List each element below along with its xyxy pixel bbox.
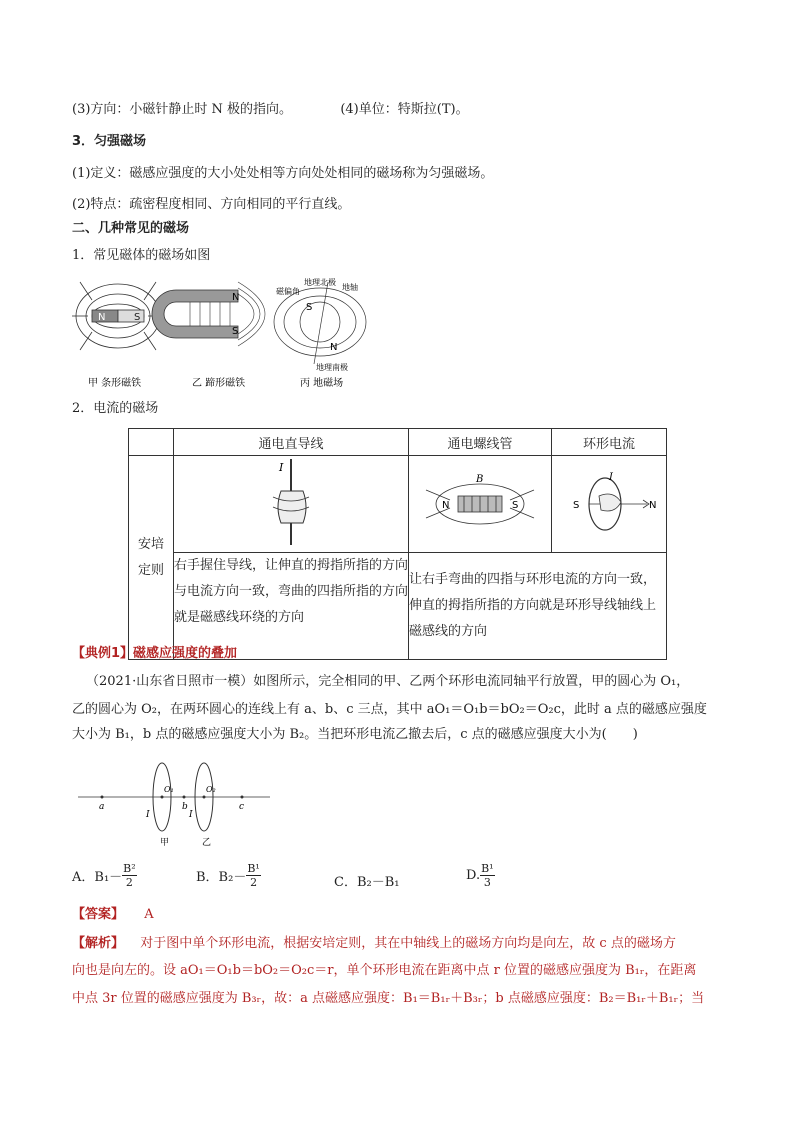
section-common-fields-heading: 二、几种常见的磁场 [72,221,190,236]
header-straight-wire: 通电直导线 [174,429,409,456]
loop-n-label: N [649,500,657,511]
option-d-numerator: B¹ [481,862,494,875]
example-text-3: 大小为 B₁，b 点的磁感应强度大小为 B₂。当把环形电流乙撤去后，c 点的磁感应强度大小为( ) [72,727,638,742]
example-title: 【典例1】磁感应强度的叠加 [72,646,238,661]
option-b-denominator: 2 [250,876,258,889]
straight-wire-desc: 右手握住导线，让伸直的拇指所指的方向与电流方向一致，弯曲的四指所指的方向就是磁感线环绕的方向 [174,553,409,660]
option-b-numerator: B¹ [247,862,260,875]
common-magnets-intro: 1．常见磁体的磁场如图 [72,248,211,263]
uniform-field-feature: (2)特点：疏密程度相同、方向相同的平行直线。 [72,197,351,212]
loop-yi-current-label: I [189,810,193,820]
row-label-line1: 安培 [137,536,164,552]
bar-s-label: S [134,312,141,323]
option-c[interactable]: C．B₂－B₁ [334,875,400,890]
wire-i-label: I [279,461,284,474]
option-b-prefix: B．B₂－ [196,870,247,885]
earth-geo-north-label: 地理北极 [304,278,336,287]
earth-n-label: N [330,342,338,353]
uniform-field-definition: (1)定义：磁感应强度的大小处处相等方向处处相同的磁场称为匀强磁场。 [72,166,494,181]
answer-line [72,906,154,924]
straight-wire-cell [174,456,409,553]
analysis-text-3: 中点 3r 位置的磁感应强度为 B₃ᵣ，故：a 点磁感应强度：B₁＝B₁ᵣ＋B₃ᵣ；b 点磁感应强度：B₂＝B₁ᵣ＋B₁ᵣ；当 [72,991,705,1006]
example-text-1: （2021·山东省日照市一模）如图所示，完全相同的甲、乙两个环形电流同轴平行放置，甲的圆心为 O₁， [86,674,690,689]
option-d-denominator: 3 [483,876,491,889]
option-a[interactable] [72,862,137,889]
option-a-prefix: A．B₁－ [72,870,123,885]
direction-text: (3)方向：小磁针静止时 N 极的指向。 [72,102,293,117]
ampere-rule-table [128,428,667,660]
bar-n-label: N [98,312,106,323]
earth-s-label: S [306,302,313,313]
direction-line [72,101,469,119]
point-b-label: b [182,802,188,812]
point-o2-label: O₂ [206,785,216,794]
option-d-prefix: D. [466,868,481,883]
option-a-numerator: B² [123,862,136,875]
earth-caption: 丙 地磁场 [300,378,344,389]
analysis-line-1 [72,935,676,953]
point-c-label: c [239,802,245,812]
earth-axis-label: 地轴 [342,283,358,292]
magnet-fields-figure [70,272,370,392]
analysis-label: 【解析】 [72,936,125,951]
horseshoe-s-label: S [232,326,239,337]
bar-magnet-caption: 甲 条形磁铁 [88,378,142,389]
horseshoe-magnet-caption: 乙 蹄形磁铁 [192,378,246,389]
straight-wire-hand-icon [251,457,331,547]
solenoid-s-label: S [512,500,519,511]
loop-current-desc: 让右手弯曲的四指与环形电流的方向一致，伸直的拇指所指的方向就是环形导线轴线上磁感线的方向 [409,553,667,660]
header-solenoid: 通电螺线管 [409,429,552,456]
loop-jia-label: 甲 [160,838,170,848]
unit-text: (4)单位：特斯拉(T)。 [340,102,469,117]
row-label-line2: 定则 [137,562,164,578]
option-a-denominator: 2 [125,876,133,889]
solenoid-b-label: B [476,474,484,485]
coaxial-loops-figure [78,760,278,850]
table-corner [129,429,174,456]
analysis-text-1: 对于图中单个环形电流，根据安培定则，其在中轴线上的磁场方向均是向左，故 c 点的磁场方 [140,936,676,951]
current-field-intro: 2．电流的磁场 [72,401,159,416]
section-uniform-field-heading: 3．匀强磁场 [72,134,147,149]
answer-value: A [144,907,154,922]
point-o1-label: O₁ [164,785,174,794]
horseshoe-magnet-diagram [152,290,238,338]
option-b[interactable] [196,862,261,889]
loop-hand-icon [559,470,659,534]
solenoid-hand-icon [420,470,540,534]
solenoid-cell [409,456,552,553]
earth-geo-south-label: 地理南极 [316,363,348,372]
row-label-ampere-rule [129,456,174,660]
loop-i-label: I [609,472,613,483]
loop-current-cell [552,456,667,553]
loop-yi-label: 乙 [202,838,212,848]
earth-declination-label: 磁偏角 [276,287,300,296]
analysis-text-2: 向也是向左的。设 aO₁＝O₁b＝bO₂＝O₂c＝r，单个环形电流在距离中点 r 位置的磁感应强度为 B₁ᵣ，在距离 [72,963,697,978]
loop-s-label: S [573,500,580,511]
example-text-2: 乙的圆心为 O₂，在两环圆心的连线上有 a、b、c 三点，其中 aO₁＝O₁b＝bO₂＝O₂c，此时 a 点的磁感应强度 [72,702,707,717]
horseshoe-n-label: N [232,292,240,303]
solenoid-n-label: N [442,500,450,511]
loop-jia-current-label: I [146,810,150,820]
point-a-label: a [99,802,105,812]
answer-label: 【答案】 [72,907,125,922]
option-d[interactable] [466,862,495,889]
header-loop-current: 环形电流 [552,429,667,456]
